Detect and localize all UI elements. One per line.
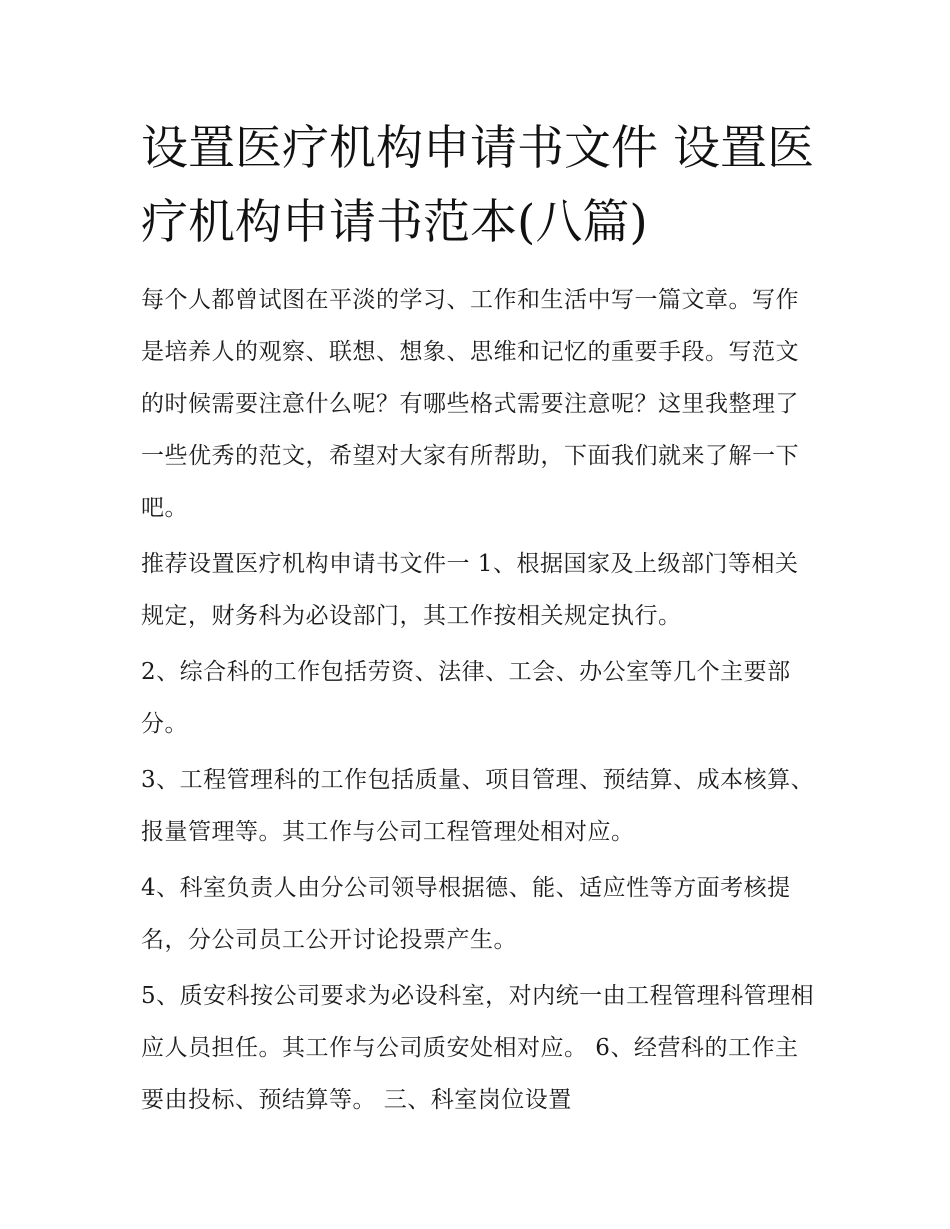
intro-paragraph: 每个人都曾试图在平淡的学习、工作和生活中写一篇文章。写作是培养人的观察、联想、想象、思维和记忆的重要手段。写范文的时候需要注意什么呢？有哪些格式需要注意呢？这里我整理了一些优秀的范文，希望对大家有所帮助，下面我们就来了解一下吧。 [141,287,799,521]
paragraph-item-1: 推荐设置医疗机构申请书文件一 1、根据国家及上级部门等相关规定，财务科为必设部门，其工作按相关规定执行。 [141,551,799,629]
paragraph-item-2: 2、综合科的工作包括劳资、法律、工会、办公室等几个主要部分。 [141,659,791,737]
paragraph-item-5: 5、质安科按公司要求为必设科室，对内统一由工程管理科管理相应人员担任。其工作与公司质安处相对应。 6、经营科的工作主要由投标、预结算等。 三、科室岗位设置 [141,983,815,1113]
paragraph-item-3: 3、工程管理科的工作包括质量、项目管理、预结算、成本核算、报量管理等。其工作与公司工程管理处相对应。 [141,767,815,845]
paragraph-item-4: 4、科室负责人由分公司领导根据德、能、适应性等方面考核提名，分公司员工公开讨论投票产生。 [141,875,791,953]
document-body [141,112,821,1130]
document-title: 设置医疗机构申请书文件 设置医疗机构申请书范本(八篇) [141,121,814,250]
